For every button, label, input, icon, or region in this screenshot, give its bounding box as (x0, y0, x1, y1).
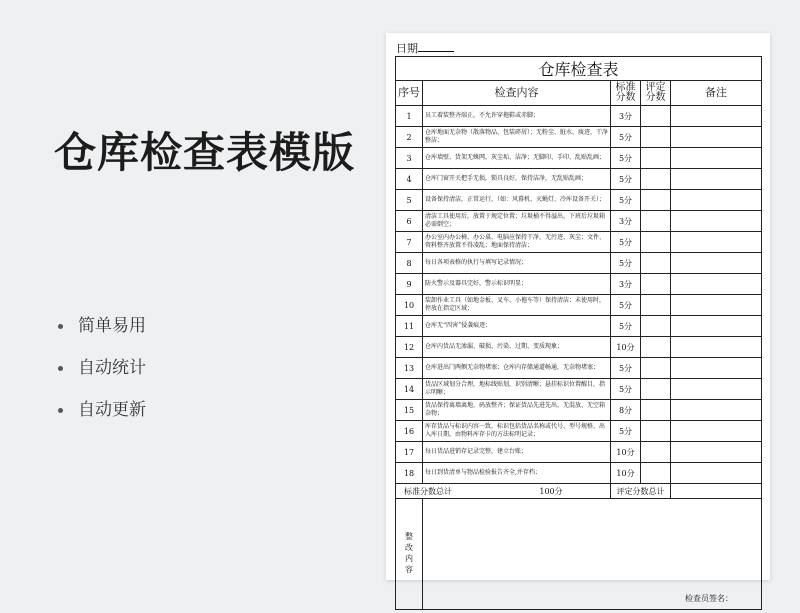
row-number: 10 (396, 295, 423, 316)
row-remark (671, 400, 762, 421)
inspector-signature-label: 检查员签名： (685, 594, 733, 603)
row-number: 17 (396, 442, 423, 463)
row-content: 货品区域划分合理，地标线贴划，识别清晰；悬挂标识位置醒目，指示明晰； (423, 379, 611, 400)
row-score (641, 253, 671, 274)
row-standard: 5分 (611, 358, 641, 379)
table-row (396, 274, 762, 295)
row-number: 3 (396, 148, 423, 169)
row-score (641, 211, 671, 232)
row-content: 员工着装整齐端正，不允许穿拖鞋或赤脚； (423, 106, 611, 127)
row-number: 1 (396, 106, 423, 127)
table-row (396, 232, 762, 253)
header-remark: 备注 (671, 81, 762, 106)
row-remark (671, 295, 762, 316)
row-remark (671, 316, 762, 337)
table-row (396, 400, 762, 421)
row-score (641, 421, 671, 442)
header-score: 评定分数 (641, 81, 671, 106)
row-standard: 5分 (611, 127, 641, 148)
row-number: 4 (396, 169, 423, 190)
row-number: 5 (396, 190, 423, 211)
row-content: 清洁工具使用后，放置于规定位置；垃圾桶不得溢出，下班后垃圾箱必需倒空； (423, 211, 611, 232)
sheet-title: 仓库检查表 (396, 57, 762, 81)
row-standard: 5分 (611, 148, 641, 169)
date-label: 日期 (396, 42, 418, 55)
row-number: 13 (396, 358, 423, 379)
row-score (641, 442, 671, 463)
row-standard: 5分 (611, 232, 641, 253)
row-remark (671, 127, 762, 148)
feature-list (58, 312, 146, 438)
row-score (641, 463, 671, 484)
row-number: 11 (396, 316, 423, 337)
row-remark (671, 358, 762, 379)
table-row (396, 148, 762, 169)
score-total-label: 评定分数总计 (611, 484, 671, 499)
row-remark (671, 463, 762, 484)
row-content: 仓库无“四害”侵袭痕迹； (423, 316, 611, 337)
row-score (641, 274, 671, 295)
row-number: 2 (396, 127, 423, 148)
row-remark (671, 379, 762, 400)
row-standard: 10分 (611, 337, 641, 358)
row-remark (671, 421, 762, 442)
row-content: 仓库进出门两侧无杂物堵塞；仓库内存储通道畅通，无杂物堵塞； (423, 358, 611, 379)
row-remark (671, 274, 762, 295)
row-score (641, 358, 671, 379)
row-content: 每日到货清单与物品检验报告齐全,并存档； (423, 463, 611, 484)
feature-item (58, 312, 146, 354)
row-remark (671, 253, 762, 274)
row-content: 装卸作业工具（如地金板、叉车、小拖车等）保持清洁；未使用时，停放在指定区域； (423, 295, 611, 316)
row-score (641, 379, 671, 400)
row-standard: 5分 (611, 169, 641, 190)
date-field (396, 40, 454, 56)
row-remark (671, 442, 762, 463)
total-row (396, 484, 762, 499)
row-remark (671, 232, 762, 253)
row-content: 仓库门窗开关把手无损，锁具良好，保持洁净，无乱贴乱画； (423, 169, 611, 190)
feature-label: 简单易用 (78, 316, 146, 336)
page-title: 仓库检查表模版 (54, 128, 356, 177)
header-content: 检查内容 (423, 81, 611, 106)
row-standard: 5分 (611, 316, 641, 337)
document-preview (386, 33, 770, 603)
row-content: 仓库墙壁、货架无蛛网，灰尘垢、洁净；无脚印、手印、乱贴乱画； (423, 148, 611, 169)
table-row (396, 127, 762, 148)
table-row (396, 169, 762, 190)
row-content: 每日各项表格的执行与填写记录情况； (423, 253, 611, 274)
table-row (396, 337, 762, 358)
row-score (641, 190, 671, 211)
row-standard: 5分 (611, 421, 641, 442)
row-content: 仓库内货品无渗漏、破损、污染、过期、变质现象； (423, 337, 611, 358)
row-score (641, 295, 671, 316)
feature-label: 自动统计 (78, 358, 146, 378)
row-score (641, 400, 671, 421)
row-remark (671, 106, 762, 127)
header-row (396, 81, 762, 106)
row-content: 防火警示及器具完好，警示标识明显； (423, 274, 611, 295)
row-standard: 10分 (611, 463, 641, 484)
row-content: 每日货品进销存记录完整，建立台账； (423, 442, 611, 463)
bullet-icon (58, 366, 63, 371)
row-remark (671, 169, 762, 190)
row-score (641, 148, 671, 169)
table-row (396, 358, 762, 379)
row-content: 货品保持离墙离地，码放整齐；保证货品先进先出，无混放、无空箱杂物； (423, 400, 611, 421)
header-standard: 标准分数 (611, 81, 641, 106)
rectify-content (423, 499, 762, 610)
row-score (641, 337, 671, 358)
feature-label: 自动更新 (78, 400, 146, 420)
score-total-value (671, 484, 762, 499)
row-score (641, 169, 671, 190)
table-row (396, 442, 762, 463)
row-score (641, 106, 671, 127)
row-number: 14 (396, 379, 423, 400)
row-standard: 10分 (611, 442, 641, 463)
row-number: 8 (396, 253, 423, 274)
row-number: 9 (396, 274, 423, 295)
bullet-icon (58, 408, 63, 413)
row-number: 18 (396, 463, 423, 484)
table-row (396, 211, 762, 232)
row-score (641, 316, 671, 337)
row-content: 仓库地面无杂物（散落物品、包装碎屑）；无粉尘、脏水、痰迹，干净整洁； (423, 127, 611, 148)
rectify-row (396, 499, 762, 610)
row-number: 15 (396, 400, 423, 421)
row-remark (671, 211, 762, 232)
row-score (641, 127, 671, 148)
header-no: 序号 (396, 81, 423, 106)
total-cell (396, 484, 611, 499)
row-standard: 8分 (611, 400, 641, 421)
inspection-table (395, 56, 762, 610)
row-standard: 5分 (611, 190, 641, 211)
row-standard: 5分 (611, 253, 641, 274)
feature-item (58, 396, 146, 438)
row-standard: 3分 (611, 106, 641, 127)
table-row (396, 253, 762, 274)
row-content: 库存货品与标识内容一致，标识包括货品名称或代号、型号规格、出入库日期，由物料库存卡的方法标明记录； (423, 421, 611, 442)
row-remark (671, 190, 762, 211)
feature-item (58, 354, 146, 396)
date-blank (418, 41, 454, 52)
row-standard: 5分 (611, 295, 641, 316)
row-number: 7 (396, 232, 423, 253)
rectify-label-cell (396, 499, 423, 610)
table-row (396, 421, 762, 442)
row-number: 12 (396, 337, 423, 358)
table-row (396, 295, 762, 316)
table-row (396, 190, 762, 211)
rectify-label: 整改内容 (405, 532, 413, 574)
row-standard: 3分 (611, 274, 641, 295)
row-content: 办公室内办公椅、办公桌、电脑应保持干净，无污迹、灰尘；文件、资料整齐放置不得凌乱；地面保持清洁； (423, 232, 611, 253)
bullet-icon (58, 324, 63, 329)
row-remark (671, 337, 762, 358)
table-row (396, 106, 762, 127)
row-number: 6 (396, 211, 423, 232)
row-remark (671, 148, 762, 169)
row-standard: 5分 (611, 379, 641, 400)
total-value: 100分 (539, 486, 563, 496)
table-row (396, 316, 762, 337)
table-row (396, 463, 762, 484)
row-content: 设备保持清洁，正常运行。（如：风幕机、灭蝇灯、冷库设备开关）； (423, 190, 611, 211)
row-number: 16 (396, 421, 423, 442)
total-label: 标准分数总计 (404, 486, 452, 496)
table-row (396, 379, 762, 400)
row-standard: 3分 (611, 211, 641, 232)
row-score (641, 232, 671, 253)
